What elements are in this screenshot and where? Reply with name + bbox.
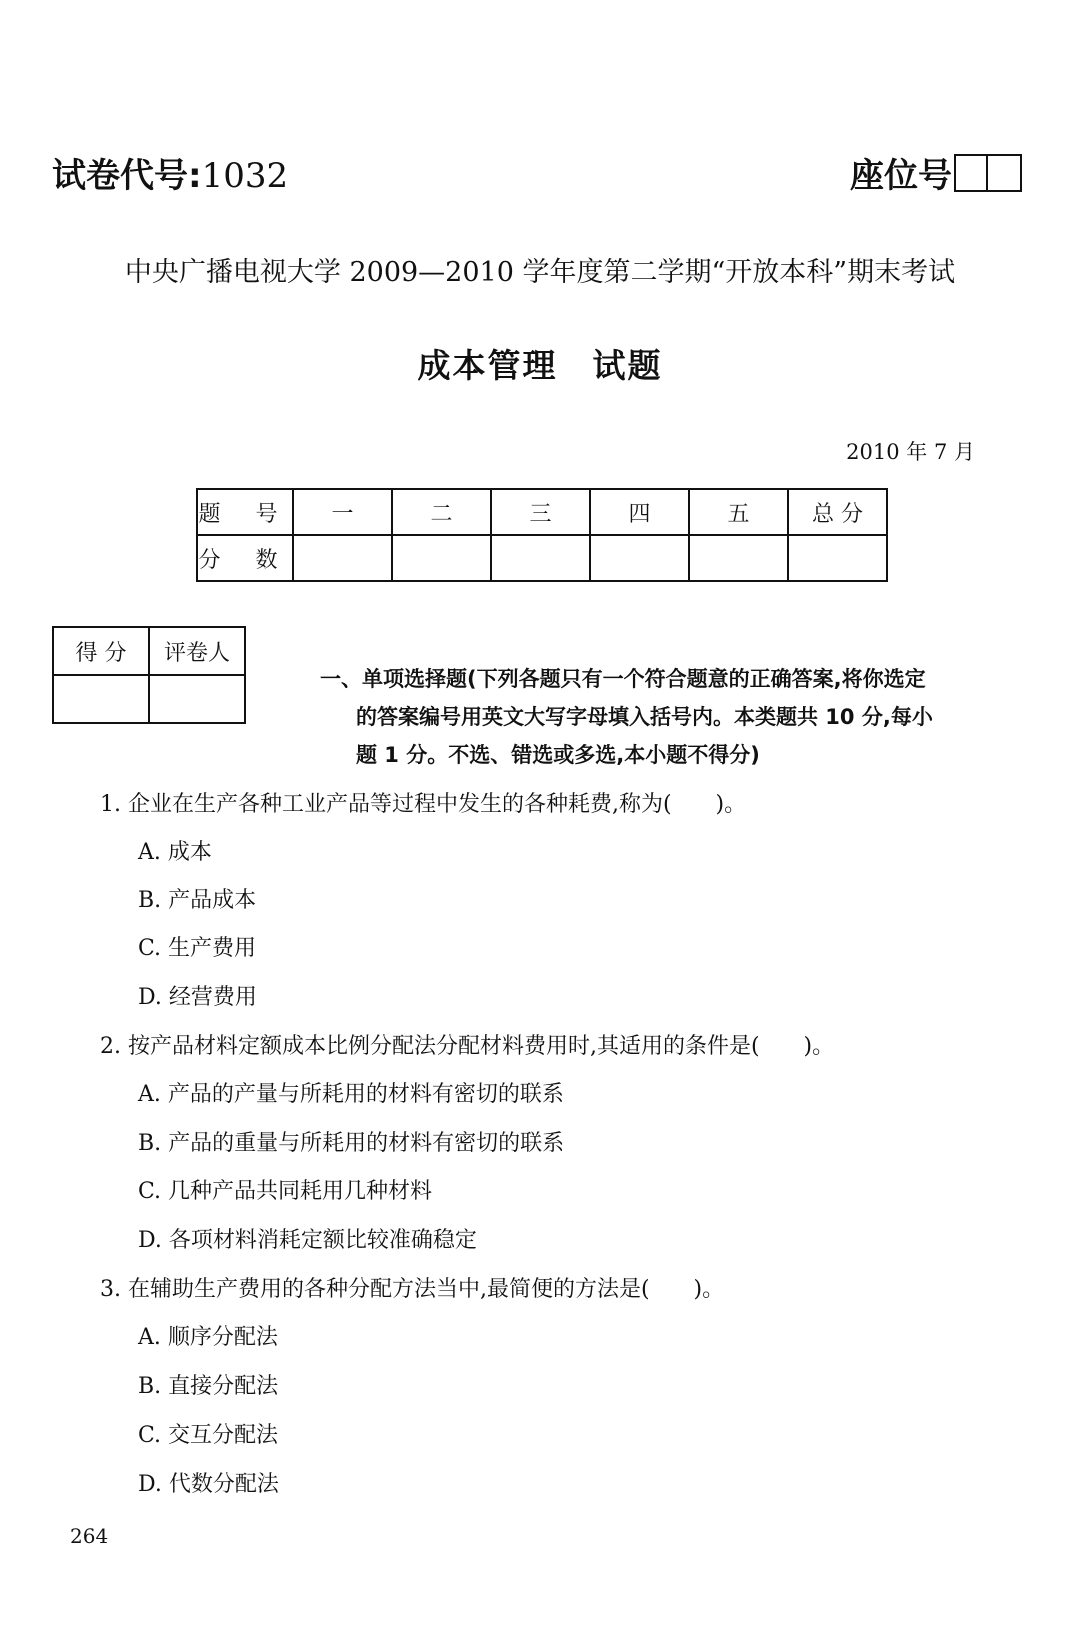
- section-instructions-line: 一、单项选择题(下列各题只有一个符合题意的正确答案,将你选定: [320, 667, 926, 691]
- score-table: [196, 488, 888, 582]
- exam-code-number: 1032: [201, 156, 289, 196]
- exam-header: 中央广播电视大学 2009—2010 学年度第二学期“开放本科”期末考试: [124, 257, 956, 288]
- seat-boxes: [954, 154, 1022, 192]
- question-3-option-d: D. 代数分配法: [138, 1472, 279, 1497]
- seat-box: [954, 154, 988, 192]
- score-column-2: 二: [392, 489, 491, 535]
- grader-table: [52, 626, 246, 724]
- question-2: 2. 按产品材料定额成本比例分配法分配材料费用时,其适用的条件是( )。: [100, 1034, 835, 1059]
- question-2-option-b: B. 产品的重量与所耗用的材料有密切的联系: [138, 1131, 565, 1156]
- score-cell: [788, 535, 887, 581]
- question-3-option-a: A. 顺序分配法: [138, 1325, 278, 1350]
- score-table-score-row: [197, 535, 887, 581]
- exam-title: 成本管理 试题: [417, 346, 663, 385]
- seat-number: [850, 148, 1022, 197]
- grader-score-label: 得 分: [53, 627, 149, 675]
- question-2-option-a: A. 产品的产量与所耗用的材料有密切的联系: [138, 1082, 564, 1107]
- seat-box: [988, 154, 1022, 192]
- score-column-3: 三: [491, 489, 590, 535]
- section-instructions-line: 的答案编号用英文大写字母填入括号内。本类题共 10 分,每小: [356, 705, 933, 729]
- grader-score-cell: [53, 675, 149, 723]
- question-1-option-d: D. 经营费用: [138, 985, 257, 1010]
- question-1-option-a: A. 成本: [138, 840, 212, 865]
- question-1: 1. 企业在生产各种工业产品等过程中发生的各种耗费,称为( )。: [100, 792, 747, 817]
- question-1-option-b: B. 产品成本: [138, 888, 257, 913]
- score-column-4: 四: [590, 489, 689, 535]
- question-3-option-b: B. 直接分配法: [138, 1374, 279, 1399]
- score-column-total: 总 分: [788, 489, 887, 535]
- score-cell: [392, 535, 491, 581]
- question-2-option-d: D. 各项材料消耗定额比较准确稳定: [138, 1228, 477, 1253]
- grader-name-label: 评卷人: [149, 627, 245, 675]
- score-column-1: 一: [293, 489, 392, 535]
- grader-name-cell: [149, 675, 245, 723]
- question-number-label: 题 号: [197, 489, 293, 535]
- question-1-option-c: C. 生产费用: [138, 936, 257, 961]
- score-cell: [491, 535, 590, 581]
- section-instructions: [320, 660, 1025, 774]
- question-3-option-c: C. 交互分配法: [138, 1423, 279, 1448]
- score-cell: [293, 535, 392, 581]
- exam-date: 2010 年 7 月: [846, 440, 975, 464]
- section-instructions-line: 题 1 分。不选、错选或多选,本小题不得分): [356, 743, 760, 767]
- page-number: 264: [70, 1524, 109, 1548]
- exam-code-label: 试卷代号:: [52, 156, 202, 196]
- score-cell: [590, 535, 689, 581]
- exam-code: [52, 148, 288, 197]
- question-2-option-c: C. 几种产品共同耗用几种材料: [138, 1179, 433, 1204]
- score-table-header-row: [197, 489, 887, 535]
- question-3: 3. 在辅助生产费用的各种分配方法当中,最简便的方法是( )。: [100, 1277, 725, 1302]
- score-label: 分 数: [197, 535, 293, 581]
- seat-label: 座位号: [850, 156, 952, 196]
- score-column-5: 五: [689, 489, 788, 535]
- score-cell: [689, 535, 788, 581]
